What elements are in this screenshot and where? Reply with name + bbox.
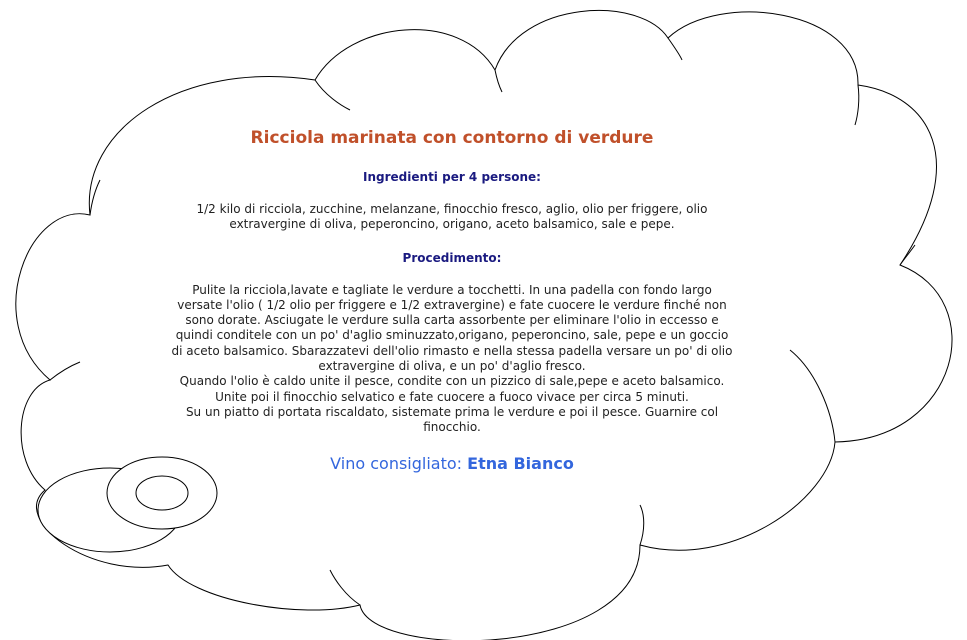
procedure-line: di aceto balsamico. Sbarazzatevi dell'olio rimasto e nella stessa padella versare un po' di olio: [171, 343, 733, 358]
wine-suggestion: [140, 454, 764, 473]
cloud-bulge-top: [315, 80, 350, 110]
ingredients-line: 1/2 kilo di ricciola, zucchine, melanzane, finocchio fresco, aglio, olio per friggere, olio: [196, 202, 708, 216]
cloud-bulge-top-right: [668, 38, 682, 60]
wine-label: Vino consigliato:: [330, 453, 463, 473]
procedure-line: Quando l'olio è caldo unite il pesce, condite con un pizzico di sale,pepe e aceto balsamico.: [179, 374, 725, 389]
cloud-bulge-top-mid: [495, 70, 502, 92]
cloud-bulge-right-low: [900, 245, 915, 265]
tail-bubble-small: [136, 476, 188, 510]
recipe-text: [140, 128, 764, 473]
cloud-bulge-bottom-right: [790, 350, 835, 442]
cloud-bulge-upper-left: [90, 180, 100, 215]
cloud-bulge-right: [855, 85, 859, 125]
cloud-bulge-left: [50, 362, 80, 380]
procedure-heading: Procedimento:: [402, 250, 502, 265]
procedure-paragraph: [140, 283, 764, 436]
procedure-line: sono dorate. Asciugate le verdure sulla carta assorbente per eliminare l'olio in eccesso e: [185, 313, 719, 328]
recipe-title: Ricciola marinata con contorno di verdure: [250, 128, 654, 148]
cloud-bulge-bottom-mid: [330, 570, 360, 605]
ingredients-heading: Ingredienti per 4 persone:: [363, 170, 541, 184]
ingredients-line: extravergine di oliva, peperoncino, origano, aceto balsamico, sale e pepe.: [229, 217, 675, 232]
procedure-line: quindi conditele con un po' d'aglio sminuzzato,origano, peperoncino, sale, pepe e un goccio: [175, 328, 729, 343]
procedure-line: Su un piatto di portata riscaldato, sistemate prima le verdure e poi il pesce. Guarnire col: [185, 404, 719, 419]
procedure-line: Pulite la ricciola,lavate e tagliate le verdure a tocchetti. In una padella con fondo largo: [192, 282, 712, 297]
procedure-line: extravergine di oliva, e un po' d'aglio fresco.: [318, 359, 586, 374]
cloud-bulge-bottom: [640, 505, 644, 545]
procedure-line: Unite poi il finocchio selvatico e fate cuocere a fuoco vivace per circa 5 minuti.: [215, 389, 689, 404]
wine-name: Etna Bianco: [467, 453, 574, 473]
procedure-line: versate l'olio ( 1/2 olio per friggere e 1/2 extravergine) e fate cuocere le verdure finché non: [177, 297, 727, 312]
ingredients-paragraph: [140, 202, 764, 233]
procedure-line: finocchio.: [423, 420, 481, 435]
